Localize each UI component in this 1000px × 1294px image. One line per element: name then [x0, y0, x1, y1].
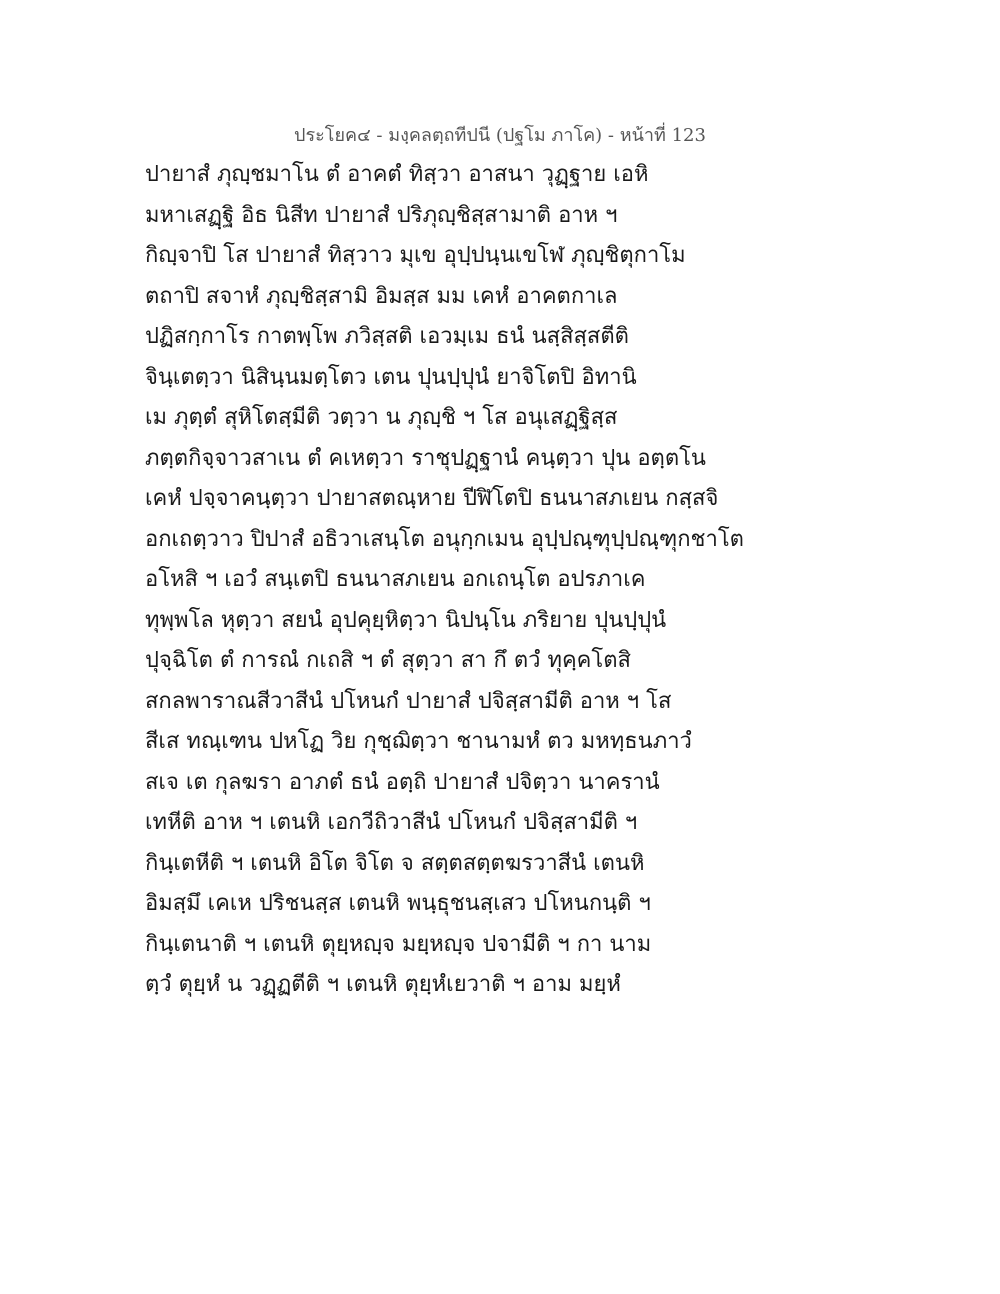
text-line: อโหสิ ฯ เอวํ สนฺเตปิ ธนนาสภเยน อกเถนฺโต อปรภาเค — [145, 567, 646, 592]
text-line: กิญฺจาปิ โส ปายาสํ ทิสฺวาว มุเข อุปฺปนฺนเขโฬ ภุญฺชิตุกาโม — [145, 243, 686, 268]
text-line: เม ภุตฺตํ สุหิโตสฺมีติ วตฺวา น ภุญฺชิ ฯ โส อนุเสฏฺฐิสฺส — [145, 405, 618, 430]
text-line: เทหีติ อาห ฯ เตนหิ เอกวีถิวาสีนํ ปโหนกํ ปจิสฺสามีติ ฯ — [145, 810, 638, 835]
text-line: กินฺเตนาติ ฯ เตนหิ ตุยฺหญฺจ มยฺหญฺจ ปจามีติ ฯ กา นาม — [145, 931, 652, 957]
text-line: สกลพาราณสีวาสีนํ ปโหนกํ ปายาสํ ปจิสฺสามีติ อาห ฯ โส — [145, 688, 672, 714]
text-line: จินฺเตตฺวา นิสินฺนมตฺโตว เตน ปุนปฺปุนํ ยาจิโตปิ อิทานิ — [145, 364, 637, 390]
text-line: กินฺเตหีติ ฯ เตนหิ อิโต จิโต จ สตฺตสตฺตฆรวาสีนํ เตนหิ — [145, 850, 645, 876]
text-line: อิมสฺมึ เคเห ปริชนสฺส เตนหิ พนฺธุชนสฺเสว ปโหนกนฺติ ฯ — [145, 891, 651, 916]
text-line: ปุจฺฉิโต ตํ การณํ กเถสิ ฯ ตํ สุตฺวา สา กึ ตวํ ทุคฺคโตสิ — [145, 648, 631, 673]
body-text — [145, 155, 865, 1006]
text-line: มหาเสฏฺฐิ อิธ นิสีท ปายาสํ ปริภุญฺชิสฺสามาติ อาห ฯ — [145, 202, 618, 228]
text-line: เคหํ ปจฺจาคนฺตฺวา ปายาสตณฺหาย ปีฬิโตปิ ธนนาสภเยน กสฺสจิ — [145, 486, 719, 511]
text-line: ตถาปิ สจาหํ ภุญฺชิสฺสามิ อิมสฺส มม เคหํ อาคตกาเล — [145, 283, 618, 309]
page-header: ประโยค๔ - มงฺคลตฺถทีปนี (ปฐโม ภาโค) - หน้าที่ 123 — [294, 125, 706, 146]
text-line: อกเถตฺวาว ปิปาสํ อธิวาเสนฺโต อนุกฺกเมน อุปฺปณฺฑุปฺปณฺฑุกชาโต — [145, 526, 744, 552]
text-line: ภตฺตกิจฺจาวสาเน ตํ คเหตฺวา ราชุปฏฺฐานํ คนฺตฺวา ปุน อตฺตโน — [145, 445, 706, 471]
text-line: ตฺวํ ตุยฺหํ น วฏฺฏตีติ ฯ เตนหิ ตุยฺหํเยวาติ ฯ อาม มยฺหํ — [145, 972, 621, 997]
text-line: ทุพฺพโล หุตฺวา สยนํ อุปคุยฺหิตฺวา นิปนฺโน ภริยาย ปุนปฺปุนํ — [145, 607, 667, 633]
text-line: สีเส ทณฺเฑน ปหโฏ วิย กุชฺฌิตฺวา ชานามหํ ตว มหทฺธนภาวํ — [145, 729, 692, 754]
text-line: สเจ เต กุลฆรา อาภตํ ธนํ อตฺถิ ปายาสํ ปจิตฺวา นาครานํ — [145, 769, 660, 795]
text-line: ปายาสํ ภุญฺชมาโน ตํ อาคตํ ทิสฺวา อาสนา วุฏฺฐาย เอหิ — [145, 162, 649, 187]
text-line: ปฏิสกฺกาโร กาตพฺโพ ภวิสฺสติ เอวมฺเม ธนํ นสฺสิสฺสตีติ — [145, 324, 629, 349]
